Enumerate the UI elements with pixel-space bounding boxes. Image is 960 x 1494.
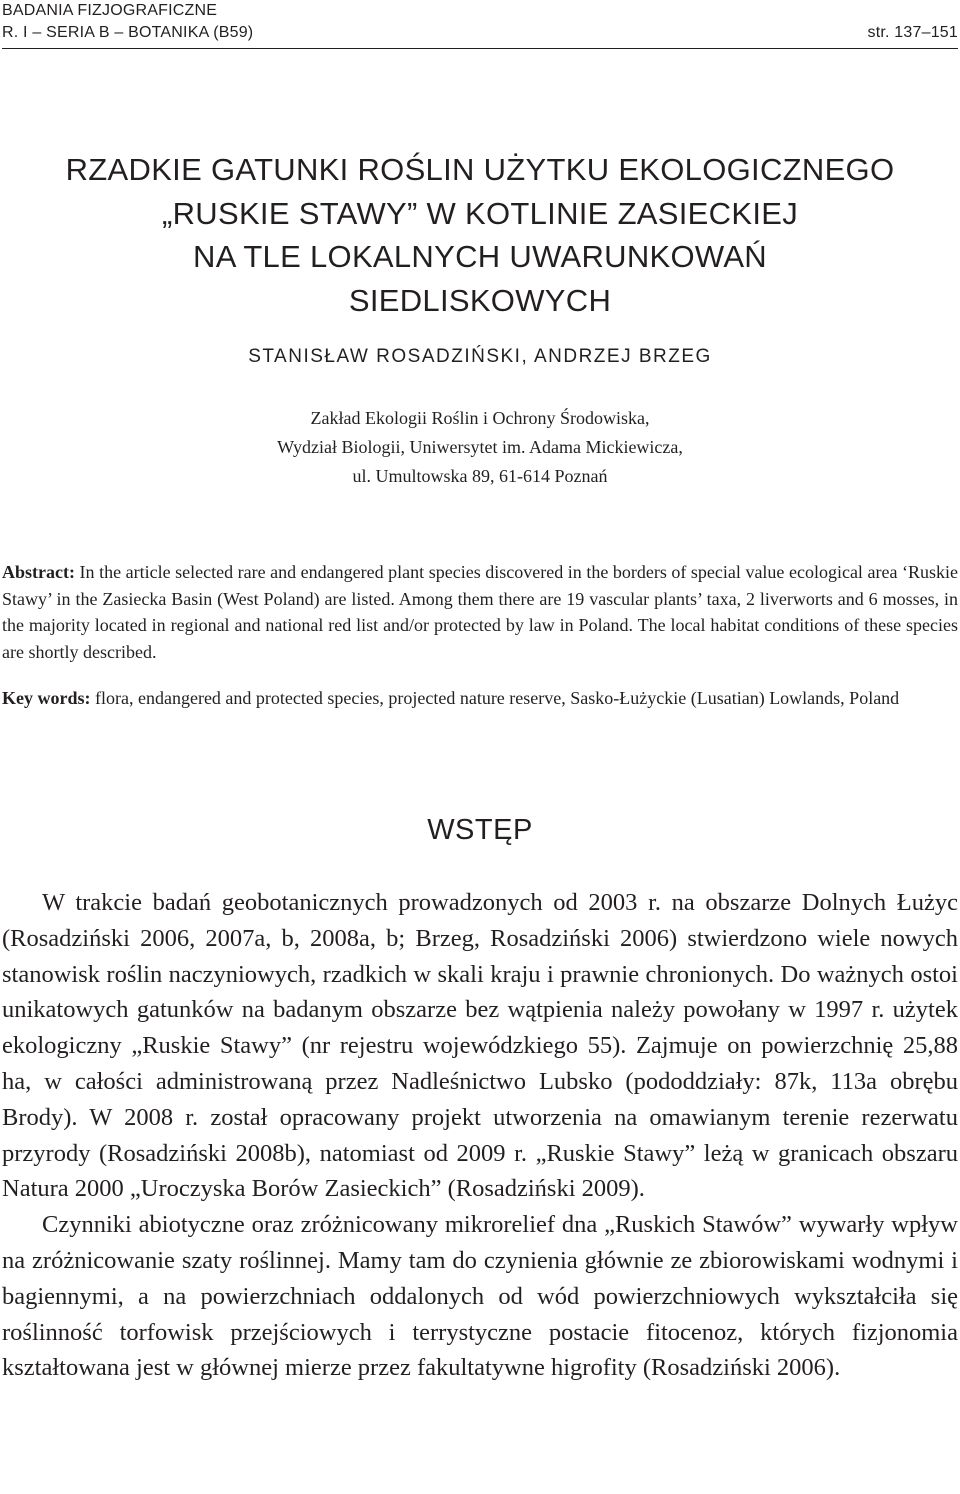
keywords-text: flora, endangered and protected species, projected nature reserve, Sasko-Łużyckie (Lusatian) Lowlands, Poland [95,688,900,708]
affiliation-line: Zakład Ekologii Roślin i Ochrony Środowiska, [310,408,650,428]
body-paragraph: W trakcie badań geobotanicznych prowadzonych od 2003 r. na obszarze Dolnych Łużyc (Rosadziński 2006, 2007a, b, 2008a, b; Brzeg, Rosadziński 2006) stwierdzono wiele nowych stanowisk roślin naczyniowych, rzadkich w skali kraju i prawnie chronionych. Do ważnych ostoi unikatowych gatunków na badanym obszarze bez wątpienia należy powołany w 1997 r. użytek ekologiczny „Ruskie Stawy” (nr rejestru wojewódzkiego 55). Zajmuje on powierzchnię 25,88 ha, w całości administrowaną przez Nadleśnictwo Lubsko (pododdziały: 87k, 113a obrębu Brody). W 2008 r. został opracowany projekt utworzenia na omawianym terenie rezerwatu przyrody (Rosadziński 2008b), natomiast od 2009 r. „Ruskie Stawy” leżą w granicach obszaru Natura 2000 „Uroczyska Borów Zasieckich” (Rosadziński 2009). [2,889,958,1203]
abstract-text: In the article selected rare and endangered plant species discovered in the borders of special value ecological area ‘Ruskie Stawy’ in the Zasiecka Basin (West Poland) are listed. Among them there are 19 vascular plants’ taxa, 2 liverworts and 6 mosses, in the majority located in regional and national red list and/or protected by law in Poland. The local habitat conditions of these species are shortly described. [2,562,958,662]
header-row [2,22,958,44]
affiliation [0,404,960,491]
affiliation-line: Wydział Biologii, Uniwersytet im. Adama Mickiewicza, [277,437,683,457]
keywords-label: Key words: [2,688,95,708]
authors: STANISŁAW ROSADZIŃSKI, ANDRZEJ BRZEG [248,346,712,367]
title-line: „RUSKIE STAWY” W KOTLINIE ZASIECKIEJ [161,195,799,231]
title-line: NA TLE LOKALNYCH UWARUNKOWAŃ [193,239,767,274]
header-rule [2,48,958,49]
paper-title [0,148,960,322]
section-heading: WSTĘP [427,814,533,846]
abstract-label: Abstract: [2,562,80,582]
title-line: RZADKIE GATUNKI ROŚLIN UŻYTKU EKOLOGICZNEGO [65,152,895,187]
body-paragraph: Czynniki abiotyczne oraz zróżnicowany mikrorelief dna „Ruskich Stawów” wywarły wpływ na zróżnicowanie szaty roślinnej. Mamy tam do czynienia głównie ze zbiorowiskami wodnymi i bagiennymi, a na powierzchniach oddalonych od wód powierzchniowych wykształciła się roślinność torfowisk przejściowych i terrystyczne postacie fitocenoz, których fizjonomia kształtowana jest w głównej mierze przez fakultatywne higrofity (Rosadziński 2006). [2,1211,958,1382]
series-label: R. I – SERIA B – BOTANIKA (B59) [2,24,254,41]
abstract [2,559,958,665]
page-range: str. 137–151 [867,24,958,41]
journal-name: BADANIA FIZJOGRAFICZNE [2,2,218,19]
affiliation-line: ul. Umultowska 89, 61-614 Poznań [352,466,608,486]
keywords [2,685,958,712]
title-line: SIEDLISKOWYCH [348,282,612,318]
body-text [2,885,958,1386]
running-header [2,0,958,44]
